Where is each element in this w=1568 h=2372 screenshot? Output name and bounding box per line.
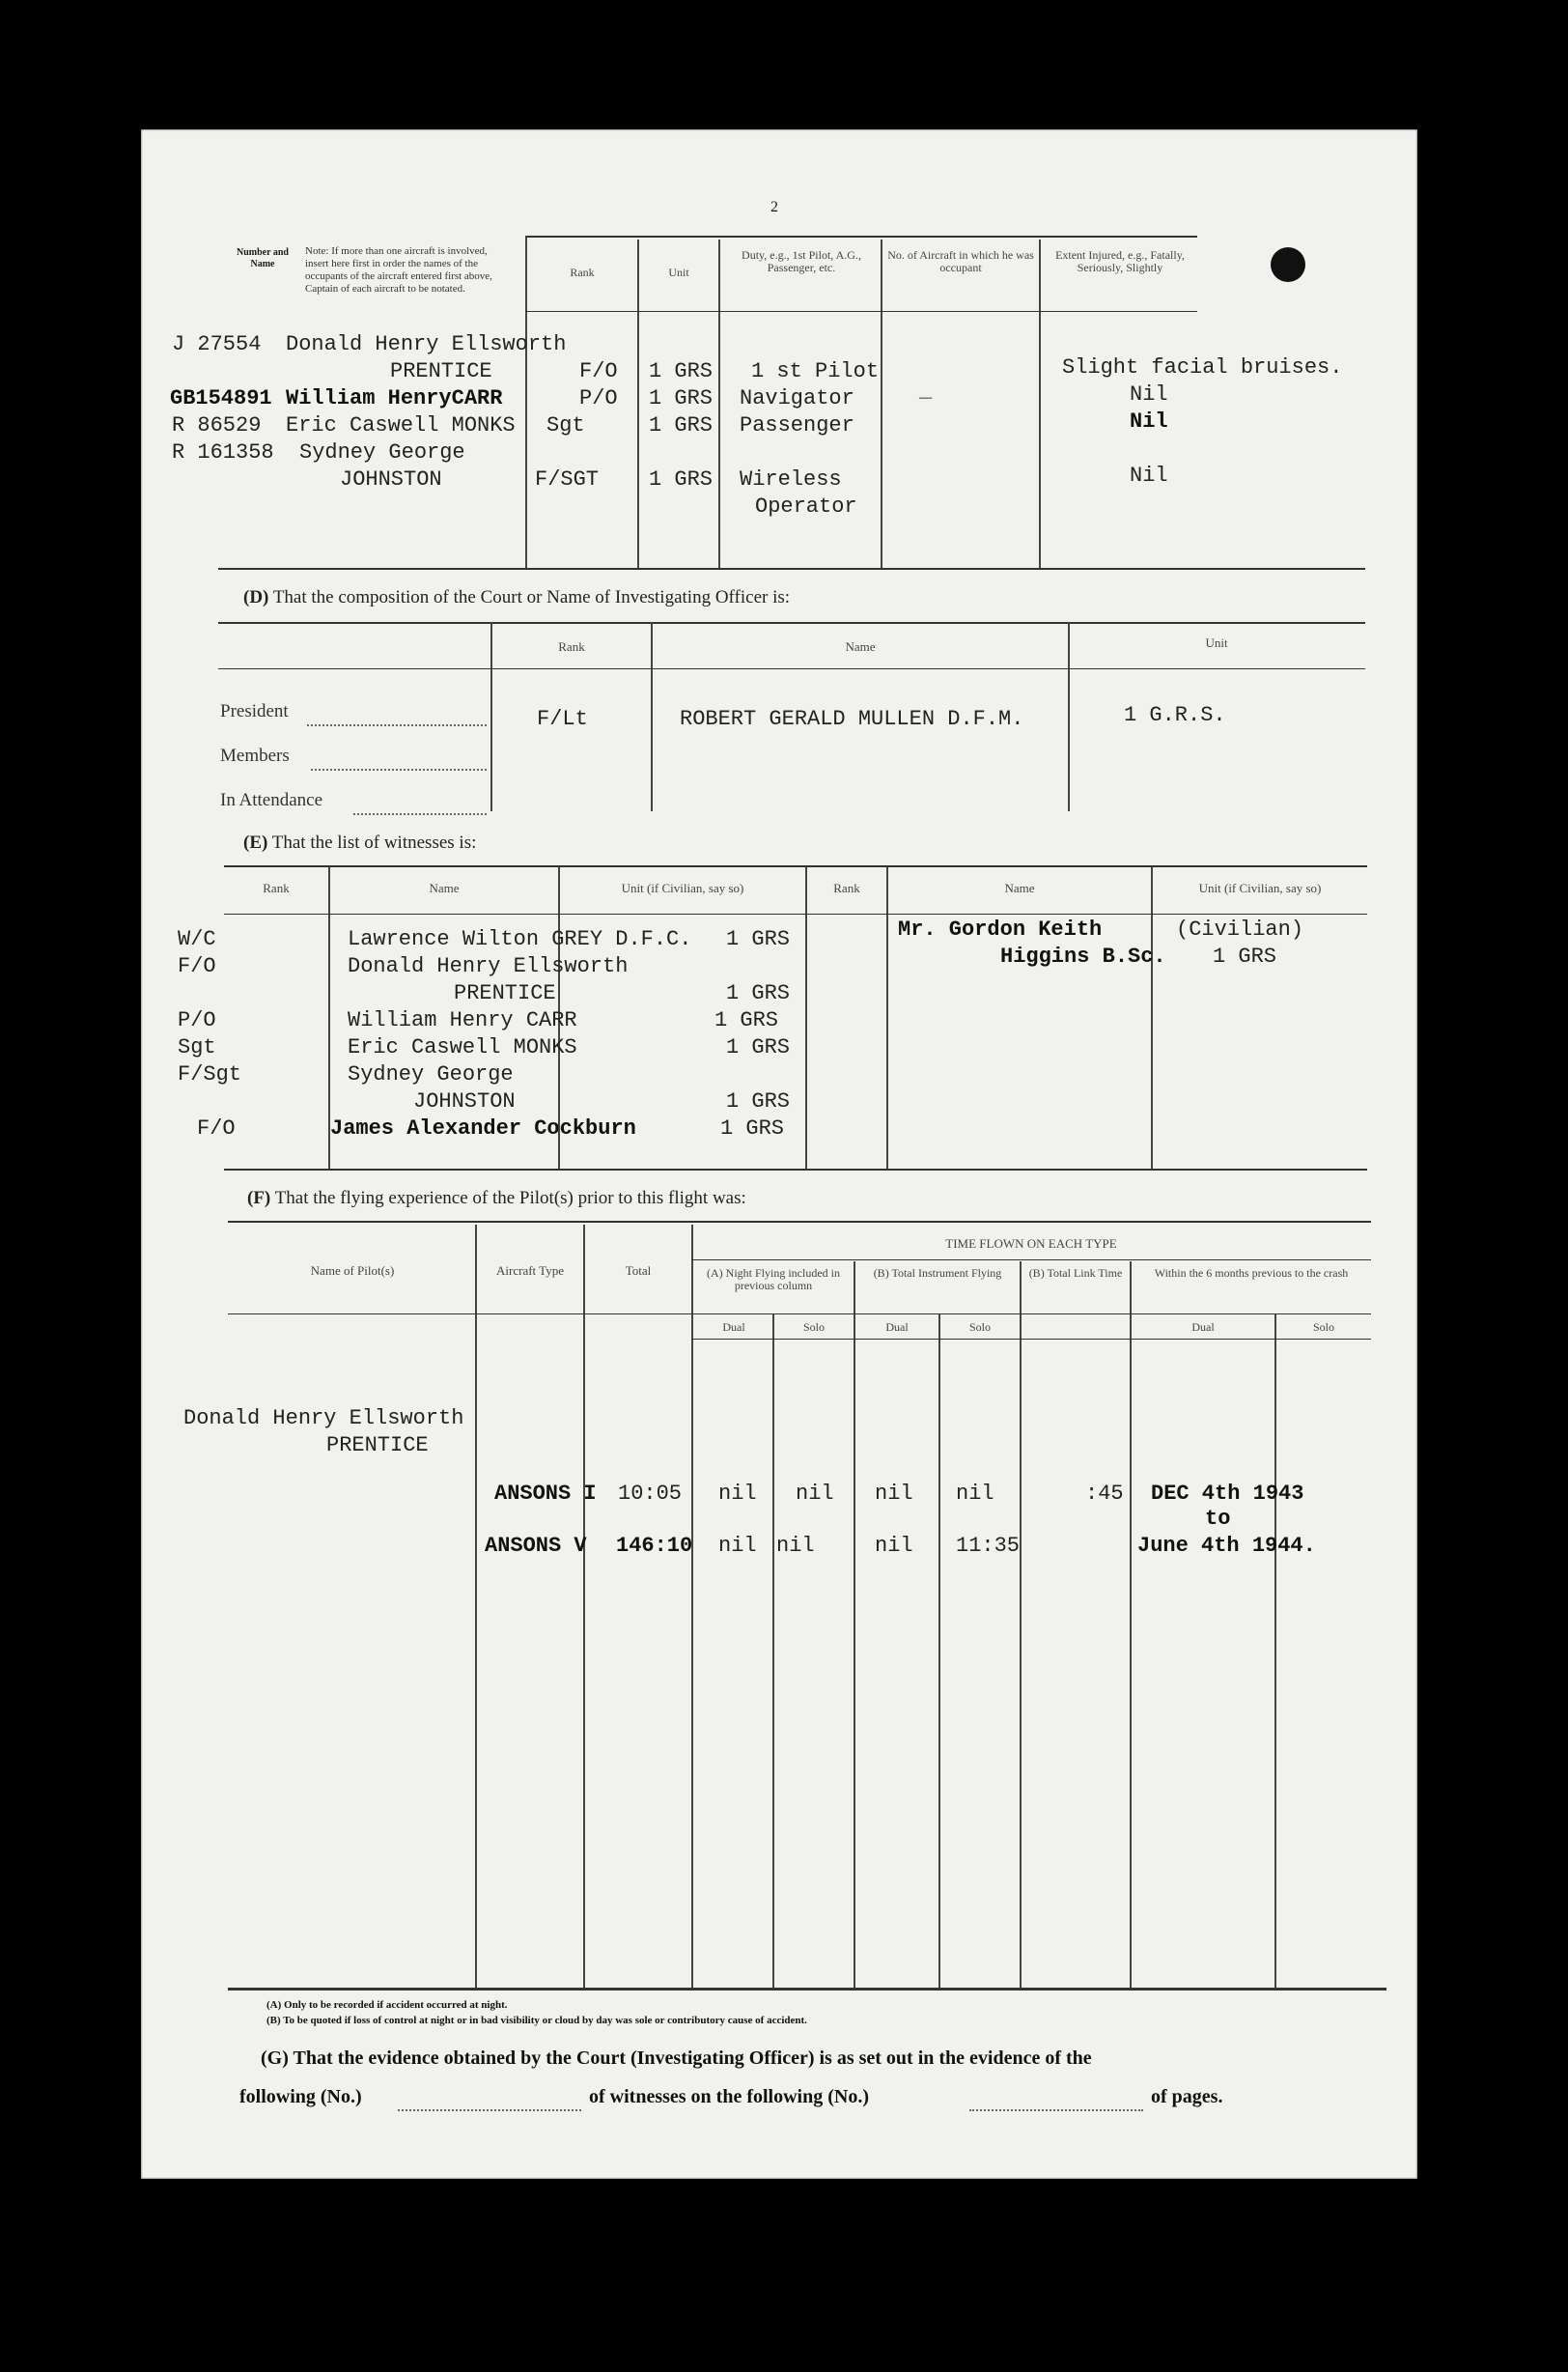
witness-name: William Henry CARR xyxy=(348,1008,577,1032)
president-label: President xyxy=(220,701,289,721)
witness-name-surname: PRENTICE xyxy=(454,981,556,1005)
f-time-flown-header: TIME FLOWN ON EACH TYPE xyxy=(945,1236,1117,1251)
f-pilot-surname: PRENTICE xyxy=(326,1433,429,1457)
witness-name-surname: JOHNSTON xyxy=(413,1089,516,1114)
witness-name: Donald Henry Ellsworth xyxy=(348,954,629,978)
witness-rank: F/Sgt xyxy=(178,1062,242,1087)
section-e-heading xyxy=(243,833,476,854)
section-f-title: That the flying experience of the Pilot(s) prior to this flight was: xyxy=(274,1188,746,1208)
f-night-dual-header: Dual xyxy=(722,1320,745,1334)
crew-name-surname: PRENTICE xyxy=(390,359,492,383)
crew-duty: Wireless xyxy=(740,467,842,492)
witness-rank: W/C xyxy=(178,927,216,951)
f-aircraft-type: ANSONS I xyxy=(494,1482,597,1506)
witness-name: Mr. Gordon Keith xyxy=(898,918,1103,942)
crew-number: R 86529 xyxy=(172,413,262,438)
f-instr-dual: nil xyxy=(875,1534,913,1558)
section-d-label: (D) xyxy=(243,587,269,607)
section-g-line2a: following (No.) xyxy=(239,2086,362,2107)
section-e-label: (E) xyxy=(243,833,268,853)
f-pilot-header: Name of Pilot(s) xyxy=(310,1263,395,1278)
crew-injury: Slight facial bruises. xyxy=(1062,355,1343,380)
witness-rank: F/O xyxy=(197,1116,236,1141)
f-within-solo-header: Solo xyxy=(1312,1320,1334,1334)
number-name-label: Number and Name xyxy=(237,247,289,269)
crew-aircraft-header: No. of Aircraft in which he was occupant xyxy=(887,248,1034,274)
f-total: 146:10 xyxy=(616,1534,693,1558)
witness-name: Eric Caswell MONKS xyxy=(348,1035,577,1059)
witness-unit: 1 GRS xyxy=(726,1089,791,1114)
crew-number: GB154891 xyxy=(170,386,272,410)
witness-unit: 1 GRS xyxy=(726,927,791,951)
f-night-dual: nil xyxy=(718,1534,757,1558)
crew-unit-header: Unit xyxy=(668,266,689,279)
top-note: Note: If more than one aircraft is involved, insert here first in order the names of the occupants of the aircraft entered first above, Captain of each aircraft to be notated. xyxy=(305,245,492,295)
f-instr-dual-header: Dual xyxy=(885,1320,909,1334)
e-name-header-right: Name xyxy=(1004,881,1035,895)
e-rank-header-right: Rank xyxy=(833,881,860,895)
f-within: DEC 4th 1943 xyxy=(1151,1482,1304,1506)
witness-unit: 1 GRS xyxy=(714,1008,779,1032)
f-link-header: (B) Total Link Time xyxy=(1028,1266,1123,1280)
in-attendance-label: In Attendance xyxy=(220,790,323,810)
d-unit-header: Unit xyxy=(1205,635,1228,650)
crew-injury: Nil xyxy=(1130,409,1168,434)
section-g-line2b: of witnesses on the following (No.) xyxy=(589,2086,869,2107)
crew-duty: Passenger xyxy=(740,413,854,438)
footnote-a: (A) Only to be recorded if accident occurred at night. xyxy=(266,1999,508,2011)
d-rank-header: Rank xyxy=(558,639,585,654)
witness-name: Sydney George xyxy=(348,1062,514,1087)
crew-number: R 161358 xyxy=(172,440,274,465)
section-d-title: That the composition of the Court or Name of Investigating Officer is: xyxy=(272,587,791,607)
f-night-solo-header: Solo xyxy=(802,1320,825,1334)
f-aircraft-header: Aircraft Type xyxy=(496,1263,564,1278)
crew-duty-header: Duty, e.g., 1st Pilot, A.G., Passenger, etc. xyxy=(742,248,861,274)
witness-unit: 1 GRS xyxy=(720,1116,785,1141)
d-name-header: Name xyxy=(845,639,876,654)
crew-name: Donald Henry Ellsworth xyxy=(286,332,567,356)
f-instr-solo: 11:35 xyxy=(956,1534,1021,1558)
crew-rank-header: Rank xyxy=(570,266,595,279)
f-link-time: :45 xyxy=(1085,1482,1124,1506)
section-g-line2c: of pages. xyxy=(1151,2086,1223,2107)
f-within-mid: to xyxy=(1205,1507,1231,1531)
crew-name: William HenryCARR xyxy=(286,386,503,410)
f-pilot-name: Donald Henry Ellsworth xyxy=(183,1406,464,1430)
witness-unit-cont: 1 GRS xyxy=(1213,945,1277,969)
crew-unit: 1 GRS xyxy=(649,386,714,410)
crew-aircraft: — xyxy=(919,386,933,410)
witness-rank: F/O xyxy=(178,954,216,978)
f-total-header: Total xyxy=(625,1263,652,1278)
crew-injury-header: Extent Injured, e.g., Fatally, Seriously, Slightly xyxy=(1055,248,1185,274)
crew-rank: F/SGT xyxy=(535,467,600,492)
crew-injury: Nil xyxy=(1130,464,1168,488)
f-within: June 4th 1944. xyxy=(1137,1534,1316,1558)
e-rank-header: Rank xyxy=(263,881,290,895)
crew-duty-cont: Operator xyxy=(755,494,857,519)
crew-name: Eric Caswell MONKS xyxy=(286,413,516,438)
footnote-b: (B) To be quoted if loss of control at night or in bad visibility or cloud by day was sole or contributory cause of accident. xyxy=(266,2015,807,2026)
f-instr-solo-header: Solo xyxy=(968,1320,991,1334)
e-unit-header-right: Unit (if Civilian, say so) xyxy=(1198,881,1322,895)
section-f-label: (F) xyxy=(247,1188,271,1208)
president-unit: 1 G.R.S. xyxy=(1124,703,1226,727)
section-d-heading xyxy=(243,587,790,608)
f-instr-solo: nil xyxy=(956,1482,994,1506)
section-g-text: That the evidence obtained by the Court (Investigating Officer) is as set out in the evidence of the xyxy=(293,2047,1092,2069)
crew-rank: P/O xyxy=(579,386,618,410)
f-night-solo: nil xyxy=(776,1534,815,1558)
crew-rank: F/O xyxy=(579,359,618,383)
witness-unit: (Civilian) xyxy=(1176,918,1304,942)
punch-hole-mark xyxy=(1271,247,1305,282)
page-number: 2 xyxy=(770,199,778,215)
crew-unit: 1 GRS xyxy=(649,359,714,383)
section-e-title: That the list of witnesses is: xyxy=(271,833,477,853)
witness-rank: Sgt xyxy=(178,1035,216,1059)
f-instr-dual: nil xyxy=(875,1482,913,1506)
crew-unit: 1 GRS xyxy=(649,413,714,438)
witness-unit: 1 GRS xyxy=(726,981,791,1005)
f-night-dual: nil xyxy=(718,1482,757,1506)
crew-duty: 1 st Pilot xyxy=(751,359,880,383)
f-total: 10:05 xyxy=(618,1482,683,1506)
e-name-header: Name xyxy=(429,881,460,895)
f-aircraft-type: ANSONS V xyxy=(485,1534,587,1558)
f-instrument-header: (B) Total Instrument Flying xyxy=(873,1266,1002,1280)
crew-duty: Navigator xyxy=(740,386,854,410)
f-night-solo: nil xyxy=(796,1482,834,1506)
crew-injury: Nil xyxy=(1130,382,1168,407)
crew-number: J 27554 xyxy=(172,332,262,356)
president-rank: F/Lt xyxy=(537,707,588,731)
crew-name-surname: JOHNSTON xyxy=(340,467,442,492)
witness-unit: 1 GRS xyxy=(726,1035,791,1059)
president-name: ROBERT GERALD MULLEN D.F.M. xyxy=(680,707,1024,731)
witness-name-surname: Higgins B.Sc. xyxy=(1000,945,1166,969)
f-within-dual-header: Dual xyxy=(1191,1320,1215,1334)
witness-rank: P/O xyxy=(178,1008,216,1032)
members-label: Members xyxy=(220,746,290,766)
f-night-header: (A) Night Flying included in previous column xyxy=(707,1266,840,1292)
witness-name: Lawrence Wilton GREY D.F.C. xyxy=(348,927,692,951)
section-f-heading xyxy=(247,1188,746,1209)
crew-unit: 1 GRS xyxy=(649,467,714,492)
e-unit-header: Unit (if Civilian, say so) xyxy=(621,881,744,895)
witness-name: James Alexander Cockburn xyxy=(330,1116,636,1141)
section-g-line1 xyxy=(261,2047,1092,2070)
f-within-header: Within the 6 months previous to the crash xyxy=(1154,1266,1349,1280)
crew-name: Sydney George xyxy=(299,440,465,465)
section-g-label: (G) xyxy=(261,2047,289,2069)
crew-rank: Sgt xyxy=(546,413,585,438)
